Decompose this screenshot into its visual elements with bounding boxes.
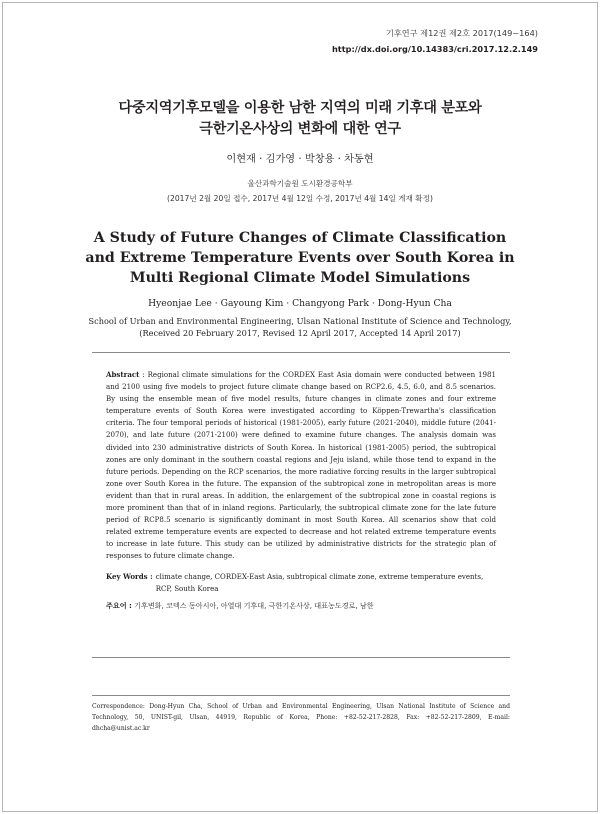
journal-citation: 기후연구 제12권 제2호 2017(149~164) (385, 28, 538, 38)
correspondence-footnote: Correspondence: Dong-Hyun Cha, School of Urban and Environmental Engineering, Ulsan National Institute of Science and Technology, 50, UNIST-gil, Ulsan, 44919, Republic of Korea, Phone: +82-52-217-2828, Fax: +82-52-217-2809, E-mail: dhcha@unist.ac.kr (92, 695, 510, 734)
abstract (106, 369, 496, 563)
korean-dates: (2017년 2월 20일 접수, 2017년 4월 12일 수정, 2017년 4월 14일 게재 확정) (167, 194, 433, 203)
english-authors: Hyeonjae Lee · Gayoung Kim · Changyong Park · Dong-Hyun Cha (148, 298, 452, 309)
english-title: A Study of Future Changes of Climate Classification and Extreme Temperature Events over South Korea in Multi Regional Climate Model Simulations (85, 230, 515, 286)
korean-title (0, 98, 600, 140)
korean-title-line-2: 극한기온사상의 변화에 대한 연구 (199, 121, 401, 137)
abstract-text: : Regional climate simulations for the CORDEX East Asia domain were conducted between 1981 and 2100 using five models to project future climate change based on RCP2.6, 4.5, 6.0, and 8.5 scenarios. By using the ensemble mean of five model results, future changes in climate zones and four extreme temperature events of South Korea were investigated according to Köppen-Trewartha's classification criteria. The four temporal periods of historical (1981-2005), early future (2021-2040), middle future (2041-2070), and late future (2071-2100) were defined to examine future changes. The analysis domain was divided into 230 administrative districts of South Korea. In historical (1981-2005) period, the subtropical zones are only dominant in the southern coastal regions and Jeju island, while those tend to expand in the future periods. Depending on the RCP scenarios, the more radiative forcing results in the larger subtropical zone over South Korea in the future. The expansion of the subtropical zone in metropolitan areas is more evident than that in rural areas. In addition, the enlargement of the subtropical zone in coastal regions is more prominent than that of in inland regions. Particularly, the subtropical climate zone for the late future period of RCP8.5 scenario is significantly dominant in most South Korea. All scenarios show that cold related extreme temperature events are expected to decrease and hot related extreme temperature events to increase in late future. This study can be utilized by administrative districts for the strategic plan of responses to future climate change. (106, 370, 496, 561)
journal-header (238, 25, 538, 57)
keywords-label: Key Words : (106, 571, 153, 581)
doi-link[interactable]: http://dx.doi.org/10.14383/cri.2017.12.2.149 (331, 44, 538, 54)
korean-affiliation: 울산과학기술원 도시환경공학부 (247, 179, 353, 188)
korean-keywords (106, 600, 496, 612)
korean-title-line-1: 다중지역기후모델을 이용한 남한 지역의 미래 기후대 분포와 (118, 100, 482, 116)
english-affiliation: School of Urban and Environmental Engineering, Ulsan National Institute of Science and Technology, (88, 316, 512, 326)
korean-keywords-label: 주요어 : (106, 600, 132, 610)
english-affiliation-block (40, 315, 560, 339)
abstract-box (92, 352, 510, 658)
keywords (106, 571, 496, 595)
keywords-text: climate change, CORDEX-East Asia, subtropical climate zone, extreme temperature events, RCP, South Korea (155, 571, 484, 593)
english-dates: (Received 20 February 2017, Revised 12 April 2017, Accepted 14 April 2017) (139, 328, 461, 338)
abstract-label: Abstract (106, 370, 140, 379)
korean-authors: 이현재 · 김가영 · 박창용 · 차동현 (226, 154, 374, 165)
korean-keywords-text: 기후변화, 코덱스 동아시아, 아열대 기후대, 극한기온사상, 대표농도경로, 남한 (131, 600, 374, 610)
